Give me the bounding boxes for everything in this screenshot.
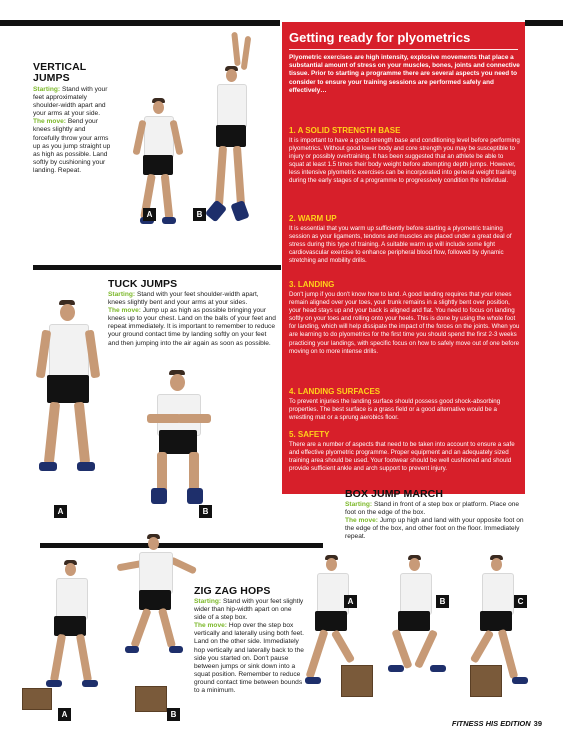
panel-title-rule xyxy=(289,49,518,50)
photo-badge-b: B xyxy=(193,208,206,221)
photo-badge-b: B xyxy=(167,708,180,721)
page-number: 39 xyxy=(533,719,542,728)
section-text: To prevent injuries the landing surface should possess good shock-absorbing properties. The best surface is a grass field or a good alternative would be a wrestling mat or a sprung aerobics floor. xyxy=(289,398,501,422)
zig-zag-hops-photo xyxy=(30,528,190,723)
box-jump-march-title: BOX JUMP MARCH xyxy=(345,488,444,500)
zig-zag-hops-title: ZIG ZAG HOPS xyxy=(194,585,271,597)
section-heading: 5. SAFETY xyxy=(289,430,330,439)
move-label: The move: xyxy=(33,118,66,126)
athlete-figure-b xyxy=(386,555,446,705)
move-label: The move: xyxy=(345,517,378,525)
box-jump-march-block xyxy=(345,489,525,541)
page-footer xyxy=(452,719,542,728)
vertical-jumps-title: VERTICAL JUMPS xyxy=(33,61,87,84)
section-heading: 1. A SOLID STRENGTH BASE xyxy=(289,126,401,135)
starting-label: Starting: xyxy=(33,86,61,93)
top-rule-right xyxy=(525,20,563,26)
photo-badge-a: A xyxy=(344,595,357,608)
athlete-figure-a xyxy=(27,300,107,520)
move-text: Hop over the step box vertically and laterally using both feet. Land on the other side. Immediately hop vertically and laterally back to the side you started on. Don't pause between jumps or sink down into a squat position. Remember to reduce ground contact time between bounds to a minimum. xyxy=(194,622,304,695)
plyometrics-info-panel xyxy=(282,22,525,494)
athlete-figure-b xyxy=(137,370,217,520)
box-jump-march-text xyxy=(345,501,525,541)
tuck-jumps-title: TUCK JUMPS xyxy=(108,278,178,290)
publication-name: FITNESS HIS EDITION xyxy=(451,719,531,728)
section-heading: 3. LANDING xyxy=(289,280,335,289)
vertical-jumps-block xyxy=(33,62,111,175)
move-text: Bend your knees slightly and forcefully throw your arms up as you jump straight up as high as possible. Land softly by cushioning your landing. Repeat. xyxy=(33,118,111,174)
athlete-figure-b xyxy=(125,528,190,718)
photo-badge-c: C xyxy=(514,595,527,608)
box-jump-march-photo xyxy=(298,555,548,715)
zig-zag-hops-text xyxy=(194,598,304,695)
athlete-figure-c xyxy=(468,555,528,705)
starting-text: Stand with your feet slightly wider than hip-width apart on one side of a step box. xyxy=(194,598,304,622)
photo-badge-a: A xyxy=(143,208,156,221)
athlete-figure-a xyxy=(303,555,363,705)
starting-text: Stand with your feet shoulder-width apart, knees slightly bent and your arms at your sides. xyxy=(108,291,259,307)
starting-label: Starting: xyxy=(194,598,222,605)
move-label: The move: xyxy=(108,307,141,315)
section-text: Don't jump if you don't know how to land. A good landing requires that your knees remain aligned over your toes, your trunk remains in a slightly bent over position, your head stays up and your back is aligned and flat. You need to focus on landing softly on your toes and rolling onto your heels. This is done by using the whole foot for landing, which will help dissipate the impact of the forces on the joints. When you are learning to do plyometrics for the first time you should spend the first 2-3 weeks practicing your landings, with specific focus on how to safely move out of one before moving on to more intense drills. xyxy=(289,291,520,355)
zig-zag-hops-block xyxy=(194,586,304,695)
move-text: Jump up high and land with your opposite foot on the edge of the box, and other foot on the floor. Immediately repeat. xyxy=(345,517,524,541)
section-heading: 2. WARM UP xyxy=(289,214,337,223)
move-text: Jump up as high as possible bringing your knees up to your chest. Land on the balls of your feet and repeat immediately. It is important to remember to reduce your ground contact time by landing softly on your feet and then jumping into the air again as soon as possible. xyxy=(108,307,276,347)
panel-title: Getting ready for plyometrics xyxy=(289,30,471,45)
starting-label: Starting: xyxy=(108,291,136,298)
photo-badge-b: B xyxy=(199,505,212,518)
section-text: It is important to have a good strength base and conditioning level before performing plyometrics. Without good lower body and core strength you may be susceptible to injury or possibly overtraining. It has been suggested that an athlete be able to squat at least 1.5 times their body weight before attempting depth jumps. However, less intensive plyometric exercises can be incorporated into general weight training during the early stages of a programme to progressively condition the individual. xyxy=(289,137,520,185)
top-rule-left xyxy=(0,20,280,26)
photo-badge-a: A xyxy=(54,505,67,518)
athlete-figure-a xyxy=(42,560,102,720)
athlete-figure-a xyxy=(128,98,188,258)
vertical-jumps-photo xyxy=(118,30,278,260)
starting-text: Stand with your feet approximately shoulder-width apart and your arms at your side. xyxy=(33,86,108,118)
athlete-figure-b xyxy=(203,30,265,260)
section-text: It is essential that you warm up sufficiently before starting a plyometric training session as your ligaments, tendons and muscles are placed under a great deal of stress during this type of training. A suitable warm up will include some light cardiovascular exercise to enhance peripheral blood flow, followed by dynamic stretching and mobility drills. xyxy=(289,225,512,265)
vertical-jumps-text xyxy=(33,86,111,175)
panel-intro: Plyometric exercises are high intensity, explosive movements that place a substantial amount of stress on your muscles, bones, joints and connective tissue. Prior to starting a programme there are several aspects you need to consider to ensure your training sessions are performed safely and effectively… xyxy=(289,54,520,94)
photo-badge-a: A xyxy=(58,708,71,721)
tuck-jumps-photo xyxy=(22,300,222,520)
starting-text: Stand in front of a step box or platform. Place one foot on the edge of the box. xyxy=(345,501,520,517)
section-text: There are a number of aspects that need to be taken into account to ensure a safe and effective plyometric programme. Proper equipment and an adequately sized training area should be used. Your footwear should be well cushioned and should provide sufficient ankle and arch support to prevent injury. xyxy=(289,441,515,473)
section-heading: 4. LANDING SURFACES xyxy=(289,387,381,396)
starting-label: Starting: xyxy=(345,501,373,508)
move-label: The move: xyxy=(194,622,227,630)
photo-badge-b: B xyxy=(436,595,449,608)
section-divider xyxy=(33,265,281,270)
